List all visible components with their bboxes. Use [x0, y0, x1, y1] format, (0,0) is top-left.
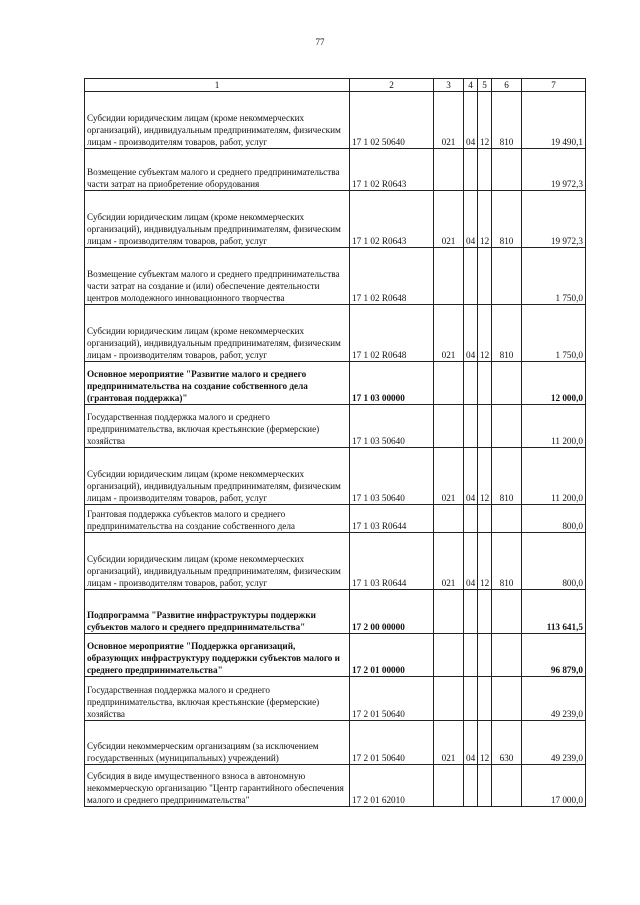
row-name: Субсидии юридическим лицам (кроме некоммерческих организаций), индивидуальным предпринимателям, физическим лицам - производителям товаров, работ, услуг [85, 448, 350, 505]
row-col5: 12 [478, 191, 492, 248]
table-row [85, 305, 586, 362]
row-name: Подпрограмма "Развитие инфраструктуры поддержки субъектов малого и среднего предпринимательства" [85, 590, 350, 634]
table-row [85, 677, 586, 721]
table-row [85, 765, 586, 807]
row-code: 17 1 03 R0644 [350, 505, 434, 533]
row-col3 [434, 362, 464, 405]
table-row [85, 405, 586, 448]
row-col3 [434, 248, 464, 305]
row-col6 [492, 362, 522, 405]
row-col3 [434, 505, 464, 533]
row-sum: 800,0 [522, 533, 586, 590]
row-col5 [478, 362, 492, 405]
row-sum: 49 239,0 [522, 721, 586, 765]
row-col4 [464, 248, 478, 305]
row-col5 [478, 405, 492, 448]
row-col4 [464, 505, 478, 533]
row-sum: 12 000,0 [522, 362, 586, 405]
header-col-4: 4 [464, 79, 478, 92]
row-col3 [434, 634, 464, 677]
table-row [85, 448, 586, 505]
row-code: 17 1 03 50640 [350, 405, 434, 448]
row-sum: 96 879,0 [522, 634, 586, 677]
row-sum: 113 641,5 [522, 590, 586, 634]
table-row [85, 634, 586, 677]
row-col6: 810 [492, 191, 522, 248]
row-code: 17 1 03 00000 [350, 362, 434, 405]
table-row [85, 362, 586, 405]
row-code: 17 2 00 00000 [350, 590, 434, 634]
row-name: Субсидии юридическим лицам (кроме некоммерческих организаций), индивидуальным предпринимателям, физическим лицам - производителям товаров, работ, услуг [85, 305, 350, 362]
row-col3: 021 [434, 92, 464, 149]
row-name: Возмещение субъектам малого и среднего предпринимательства части затрат на приобретение оборудования [85, 149, 350, 191]
header-col-6: 6 [492, 79, 522, 92]
row-col6 [492, 634, 522, 677]
row-name: Возмещение субъектам малого и среднего предпринимательства части затрат на создание и (или) обеспечение деятельности центров молодежного инновационного творчества [85, 248, 350, 305]
table-row [85, 248, 586, 305]
row-col5 [478, 248, 492, 305]
row-col3 [434, 590, 464, 634]
row-col3: 021 [434, 533, 464, 590]
row-name: Основное мероприятие "Развитие малого и среднего предпринимательства на создание собственного дела (грантовая поддержка)" [85, 362, 350, 405]
row-col5: 12 [478, 721, 492, 765]
row-code: 17 1 02 50640 [350, 92, 434, 149]
row-col5 [478, 765, 492, 807]
row-col4: 04 [464, 448, 478, 505]
row-col3: 021 [434, 448, 464, 505]
row-code: 17 1 03 R0644 [350, 533, 434, 590]
header-row [85, 79, 586, 92]
header-col-1: 1 [85, 79, 350, 92]
row-sum: 11 200,0 [522, 448, 586, 505]
budget-table [84, 78, 586, 807]
row-col6: 810 [492, 448, 522, 505]
table-row [85, 721, 586, 765]
row-col6 [492, 590, 522, 634]
row-name: Субсидии юридическим лицам (кроме некоммерческих организаций), индивидуальным предпринимателям, физическим лицам - производителям товаров, работ, услуг [85, 533, 350, 590]
row-sum: 11 200,0 [522, 405, 586, 448]
row-col4 [464, 362, 478, 405]
header-col-7: 7 [522, 79, 586, 92]
row-col4: 04 [464, 721, 478, 765]
table-row [85, 92, 586, 149]
row-col5: 12 [478, 533, 492, 590]
row-col4 [464, 590, 478, 634]
row-col6 [492, 505, 522, 533]
header-col-3: 3 [434, 79, 464, 92]
row-sum: 19 972,3 [522, 149, 586, 191]
row-col5: 12 [478, 448, 492, 505]
row-col5 [478, 677, 492, 721]
row-col5 [478, 590, 492, 634]
header-col-2: 2 [350, 79, 434, 92]
row-col3 [434, 405, 464, 448]
row-col6 [492, 765, 522, 807]
row-col5 [478, 149, 492, 191]
table-row [85, 590, 586, 634]
row-name: Основное мероприятие "Поддержка организаций, образующих инфраструктуру поддержки субъектов малого и среднего предпринимательства" [85, 634, 350, 677]
row-sum: 19 972,3 [522, 191, 586, 248]
row-name: Субсидии некоммерческим организациям (за исключением государственных (муниципальных) учреждений) [85, 721, 350, 765]
row-code: 17 2 01 00000 [350, 634, 434, 677]
row-col5: 12 [478, 92, 492, 149]
row-sum: 1 750,0 [522, 248, 586, 305]
row-name: Государственная поддержка малого и среднего предпринимательства, включая крестьянские (фермерские) хозяйства [85, 677, 350, 721]
row-col4: 04 [464, 191, 478, 248]
row-sum: 49 239,0 [522, 677, 586, 721]
row-col3 [434, 677, 464, 721]
row-sum: 17 000,0 [522, 765, 586, 807]
row-col4 [464, 677, 478, 721]
row-name: Субсидии юридическим лицам (кроме некоммерческих организаций), индивидуальным предпринимателям, физическим лицам - производителям товаров, работ, услуг [85, 92, 350, 149]
row-col4 [464, 405, 478, 448]
row-col6: 630 [492, 721, 522, 765]
row-col3: 021 [434, 191, 464, 248]
row-name: Грантовая поддержка субъектов малого и среднего предпринимательства на создание собственного дела [85, 505, 350, 533]
row-name: Субсидии юридическим лицам (кроме некоммерческих организаций), индивидуальным предпринимателям, физическим лицам - производителям товаров, работ, услуг [85, 191, 350, 248]
row-col3: 021 [434, 721, 464, 765]
row-sum: 19 490,1 [522, 92, 586, 149]
row-code: 17 2 01 50640 [350, 677, 434, 721]
row-code: 17 1 02 R0648 [350, 305, 434, 362]
header-col-5: 5 [478, 79, 492, 92]
row-col5 [478, 505, 492, 533]
row-col4 [464, 765, 478, 807]
table-row [85, 533, 586, 590]
row-col4: 04 [464, 92, 478, 149]
table-row [85, 505, 586, 533]
row-col6 [492, 149, 522, 191]
row-code: 17 1 02 R0643 [350, 191, 434, 248]
row-col5 [478, 634, 492, 677]
row-col3 [434, 765, 464, 807]
row-col4: 04 [464, 305, 478, 362]
row-col3 [434, 149, 464, 191]
row-col5: 12 [478, 305, 492, 362]
row-col6: 810 [492, 92, 522, 149]
row-col4 [464, 634, 478, 677]
row-sum: 1 750,0 [522, 305, 586, 362]
row-sum: 800,0 [522, 505, 586, 533]
row-col6: 810 [492, 533, 522, 590]
row-code: 17 1 03 50640 [350, 448, 434, 505]
table-row [85, 149, 586, 191]
row-code: 17 2 01 62010 [350, 765, 434, 807]
row-code: 17 1 02 R0648 [350, 248, 434, 305]
page-number: 77 [315, 37, 325, 47]
row-col3: 021 [434, 305, 464, 362]
row-col6 [492, 677, 522, 721]
row-col4: 04 [464, 533, 478, 590]
row-col6: 810 [492, 305, 522, 362]
row-name: Государственная поддержка малого и среднего предпринимательства, включая крестьянские (фермерские) хозяйства [85, 405, 350, 448]
table-row [85, 191, 586, 248]
row-col4 [464, 149, 478, 191]
row-code: 17 1 02 R0643 [350, 149, 434, 191]
row-col6 [492, 405, 522, 448]
row-code: 17 2 01 50640 [350, 721, 434, 765]
row-name: Субсидия в виде имущественного взноса в автономную некоммерческую организацию "Центр гарантийного обеспечения малого и среднего предпринимательства" [85, 765, 350, 807]
row-col6 [492, 248, 522, 305]
